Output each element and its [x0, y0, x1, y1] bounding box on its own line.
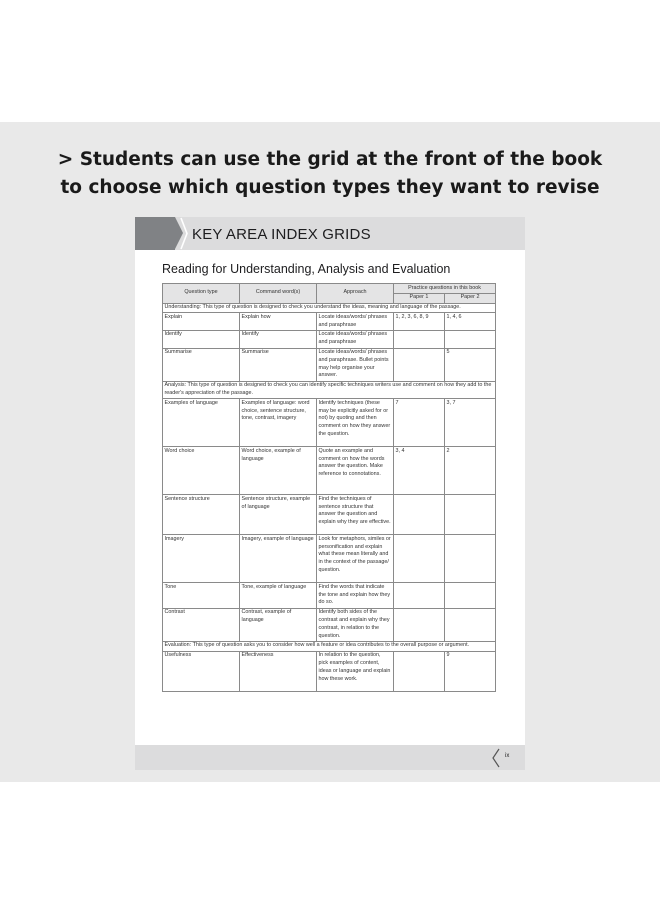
chevron-left-icon [490, 748, 502, 768]
cell-paper-1: 3, 4 [394, 447, 445, 495]
cell-question-type: Tone [163, 583, 240, 608]
header-paper-1: Paper 1 [394, 293, 445, 303]
cell-approach: Identify both sides of the contrast and explain why they contrast, in relation to the question. [317, 608, 394, 641]
cell-question-type: Sentence structure [163, 495, 240, 535]
table-row [163, 535, 496, 583]
header-question-type: Question type [163, 284, 240, 304]
header-approach: Approach [317, 284, 394, 304]
header-paper-2: Paper 2 [445, 293, 496, 303]
section-understanding: Understanding: This type of question is designed to check you understand the ideas, meaning and language of the passage. [163, 303, 496, 313]
cell-approach: Quote an example and comment on how the words answer the question. Make reference to connotations. [317, 447, 394, 495]
cell-question-type: Word choice [163, 447, 240, 495]
cell-paper-2: 5 [445, 348, 496, 381]
cell-command: Contrast, example of language [240, 608, 317, 641]
header-practice-questions: Practice questions in this book [394, 284, 496, 294]
cell-question-type: Identify [163, 330, 240, 348]
table-row [163, 583, 496, 608]
page-header-bar [135, 217, 525, 250]
cell-question-type: Contrast [163, 608, 240, 641]
cell-paper-1 [394, 348, 445, 381]
table-row [163, 608, 496, 641]
cell-command: Explain how [240, 313, 317, 331]
cell-question-type: Summarise [163, 348, 240, 381]
table-row [163, 348, 496, 381]
cell-approach: Locate ideas/words/ phrases and paraphrase [317, 330, 394, 348]
section-row-evaluation [163, 641, 496, 651]
cell-paper-2: 1, 4, 6 [445, 313, 496, 331]
page-title: KEY AREA INDEX GRIDS [192, 226, 371, 243]
cell-command: Sentence structure, example of language [240, 495, 317, 535]
cell-paper-1 [394, 651, 445, 691]
page-footer-bar [135, 745, 525, 770]
table-row [163, 447, 496, 495]
cell-command: Tone, example of language [240, 583, 317, 608]
cell-command: Summarise [240, 348, 317, 381]
table-header-row [163, 284, 496, 294]
section-evaluation: Evaluation: This type of question asks you to consider how well a feature or idea contributes to the overall purpose or argument. [163, 641, 496, 651]
table-row [163, 330, 496, 348]
cell-paper-2 [445, 583, 496, 608]
cell-paper-2 [445, 535, 496, 583]
header-command-words: Command word(s) [240, 284, 317, 304]
cell-paper-2: 2 [445, 447, 496, 495]
section-analysis: Analysis: This type of question is designed to check you can identify specific techniques writers use and comment on how they add to the reader's appreciation of the passage. [163, 381, 496, 399]
caption [0, 146, 660, 202]
cell-paper-2: 9 [445, 651, 496, 691]
cell-paper-1: 7 [394, 399, 445, 447]
cell-question-type: Explain [163, 313, 240, 331]
cell-paper-2 [445, 608, 496, 641]
cell-question-type: Examples of language [163, 399, 240, 447]
book-page [135, 217, 525, 770]
cell-approach: Locate ideas/words/ phrases and paraphrase [317, 313, 394, 331]
table-row [163, 399, 496, 447]
cell-command: Word choice, example of language [240, 447, 317, 495]
table-row [163, 651, 496, 691]
table-row [163, 313, 496, 331]
cell-paper-1 [394, 583, 445, 608]
key-area-index-table [162, 283, 496, 692]
chevron-right-icon [179, 217, 189, 250]
cell-approach: Find the techniques of sentence structure that answer the question and explain why they are effective. [317, 495, 394, 535]
cell-paper-1 [394, 330, 445, 348]
section-row-understanding [163, 303, 496, 313]
caption-line-1: > Students can use the grid at the front of the book [57, 149, 603, 170]
cell-command: Examples of language: word choice, sentence structure, tone, contrast, imagery [240, 399, 317, 447]
cell-command: Imagery, example of language [240, 535, 317, 583]
cell-paper-2 [445, 330, 496, 348]
cell-approach: Look for metaphors, similes or personification and explain what these mean literally and in the context of the passage/ question. [317, 535, 394, 583]
cell-command: Effectiveness [240, 651, 317, 691]
cell-approach: Identify techniques (these may be explicitly asked for or not) by quoting and then comment on how they answer the question. [317, 399, 394, 447]
page-number: ix [505, 753, 510, 759]
cell-paper-1 [394, 495, 445, 535]
cell-question-type: Usefulness [163, 651, 240, 691]
cell-approach: In relation to the question, pick examples of content, ideas or language and explain how these work. [317, 651, 394, 691]
cell-paper-2: 3, 7 [445, 399, 496, 447]
cell-paper-2 [445, 495, 496, 535]
page-subtitle: Reading for Understanding, Analysis and Evaluation [162, 262, 451, 276]
cell-paper-1 [394, 608, 445, 641]
header-accent-block [135, 217, 175, 250]
caption-line-2: to choose which question types they want to revise [60, 177, 600, 198]
section-row-analysis [163, 381, 496, 399]
cell-paper-1: 1, 2, 3, 6, 8, 9 [394, 313, 445, 331]
table-row [163, 495, 496, 535]
cell-approach: Find the words that indicate the tone and explain how they do so. [317, 583, 394, 608]
cell-command: Identify [240, 330, 317, 348]
cell-question-type: Imagery [163, 535, 240, 583]
cell-approach: Locate ideas/words/ phrases and paraphrase. Bullet points may help organise your answer. [317, 348, 394, 381]
cell-paper-1 [394, 535, 445, 583]
